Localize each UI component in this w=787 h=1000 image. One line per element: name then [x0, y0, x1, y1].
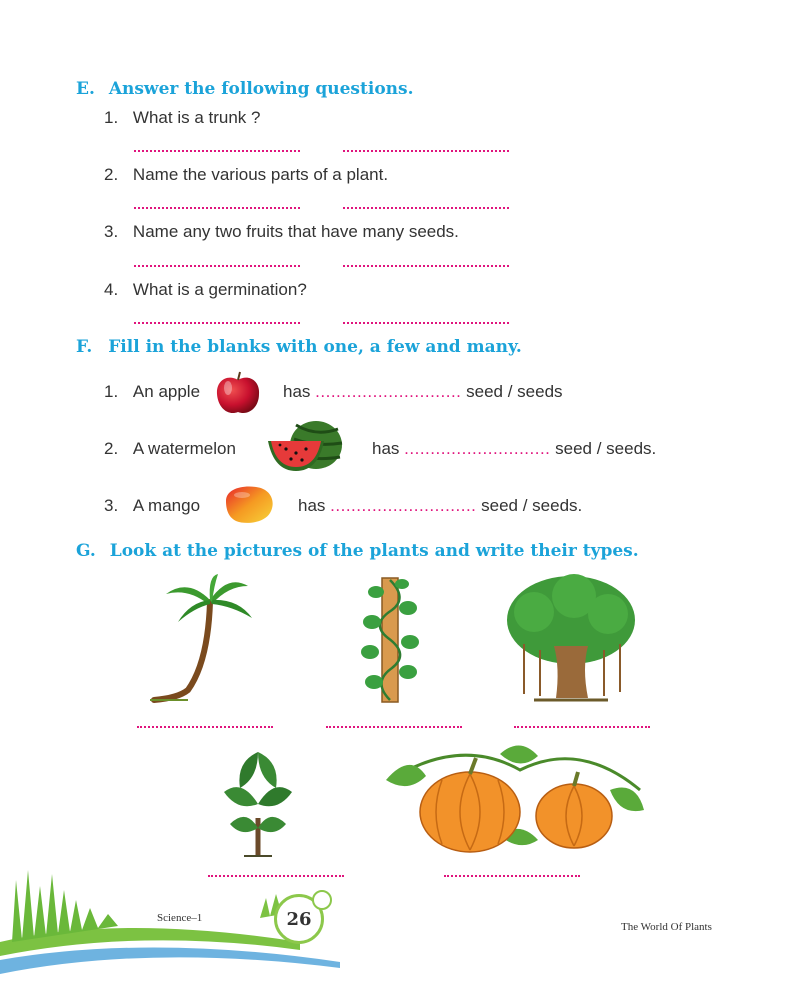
fill-item-3-blank [298, 496, 582, 516]
question-number: 1. [104, 108, 119, 127]
section-f-title: Fill in the blanks with one, a few and many. [108, 337, 522, 357]
watermelon-image [266, 417, 346, 473]
badge-dot [312, 890, 332, 910]
item-subject: A mango [132, 496, 201, 515]
answer-line[interactable] [343, 265, 509, 267]
book-title: Science–1 [157, 912, 203, 924]
question-3 [104, 222, 459, 242]
question-1 [104, 108, 260, 128]
has-word: has [372, 439, 400, 458]
fill-item-3-lead [104, 496, 200, 516]
question-text: Name any two fruits that have many seeds. [132, 222, 459, 241]
question-number: 2. [104, 165, 119, 184]
climber-plant-image [352, 572, 426, 704]
section-e-letter: E. [76, 79, 95, 99]
question-text: What is a trunk ? [132, 108, 261, 127]
question-text: Name the various parts of a plant. [132, 165, 389, 184]
section-g-letter: G. [76, 541, 96, 561]
item-number: 2. [104, 439, 119, 458]
answer-line[interactable] [343, 207, 509, 209]
fill-item-1-lead [104, 382, 200, 402]
answer-line[interactable] [444, 875, 580, 877]
answer-line[interactable] [514, 726, 650, 728]
question-text: What is a germination? [132, 280, 307, 299]
item-number: 1. [104, 382, 119, 401]
answer-line[interactable] [134, 265, 300, 267]
section-f-heading [76, 337, 522, 357]
palm-tree-image [148, 572, 254, 704]
answer-line[interactable] [134, 322, 300, 324]
seed-choice: seed / seeds. [555, 439, 657, 458]
answer-line[interactable] [134, 207, 300, 209]
answer-line[interactable] [137, 726, 273, 728]
section-e-title: Answer the following questions. [108, 79, 414, 99]
answer-line[interactable] [134, 150, 300, 152]
pumpkin-plant-image [380, 740, 648, 860]
has-word: has [298, 496, 326, 515]
item-subject: An apple [132, 382, 201, 401]
answer-line[interactable] [343, 150, 509, 152]
section-g-title: Look at the pictures of the plants and write their types. [109, 541, 639, 561]
blank-dots[interactable]: ............................ [315, 382, 462, 401]
section-e-heading [76, 79, 414, 99]
answer-line[interactable] [343, 322, 509, 324]
item-subject: A watermelon [132, 439, 236, 458]
fill-item-2-lead [104, 439, 236, 459]
question-2 [104, 165, 388, 185]
question-number: 3. [104, 222, 119, 241]
question-4 [104, 280, 307, 300]
page-number: 26 [286, 908, 312, 930]
seed-choice: seed / seeds [466, 382, 563, 401]
item-number: 3. [104, 496, 119, 515]
blank-dots[interactable]: ............................ [404, 439, 551, 458]
apple-image [214, 370, 262, 416]
has-word: has [283, 382, 311, 401]
blank-dots[interactable]: ............................ [330, 496, 477, 515]
shrub-image [218, 748, 298, 858]
fill-item-2-blank [372, 439, 656, 459]
seed-choice: seed / seeds. [481, 496, 583, 515]
section-f-letter: F. [76, 337, 93, 357]
mango-image [220, 483, 276, 525]
question-number: 4. [104, 280, 119, 299]
section-g-heading [76, 541, 639, 561]
answer-line[interactable] [326, 726, 462, 728]
banyan-tree-image [504, 572, 638, 704]
chapter-title: The World Of Plants [621, 921, 712, 933]
fill-item-1-blank [283, 382, 563, 402]
